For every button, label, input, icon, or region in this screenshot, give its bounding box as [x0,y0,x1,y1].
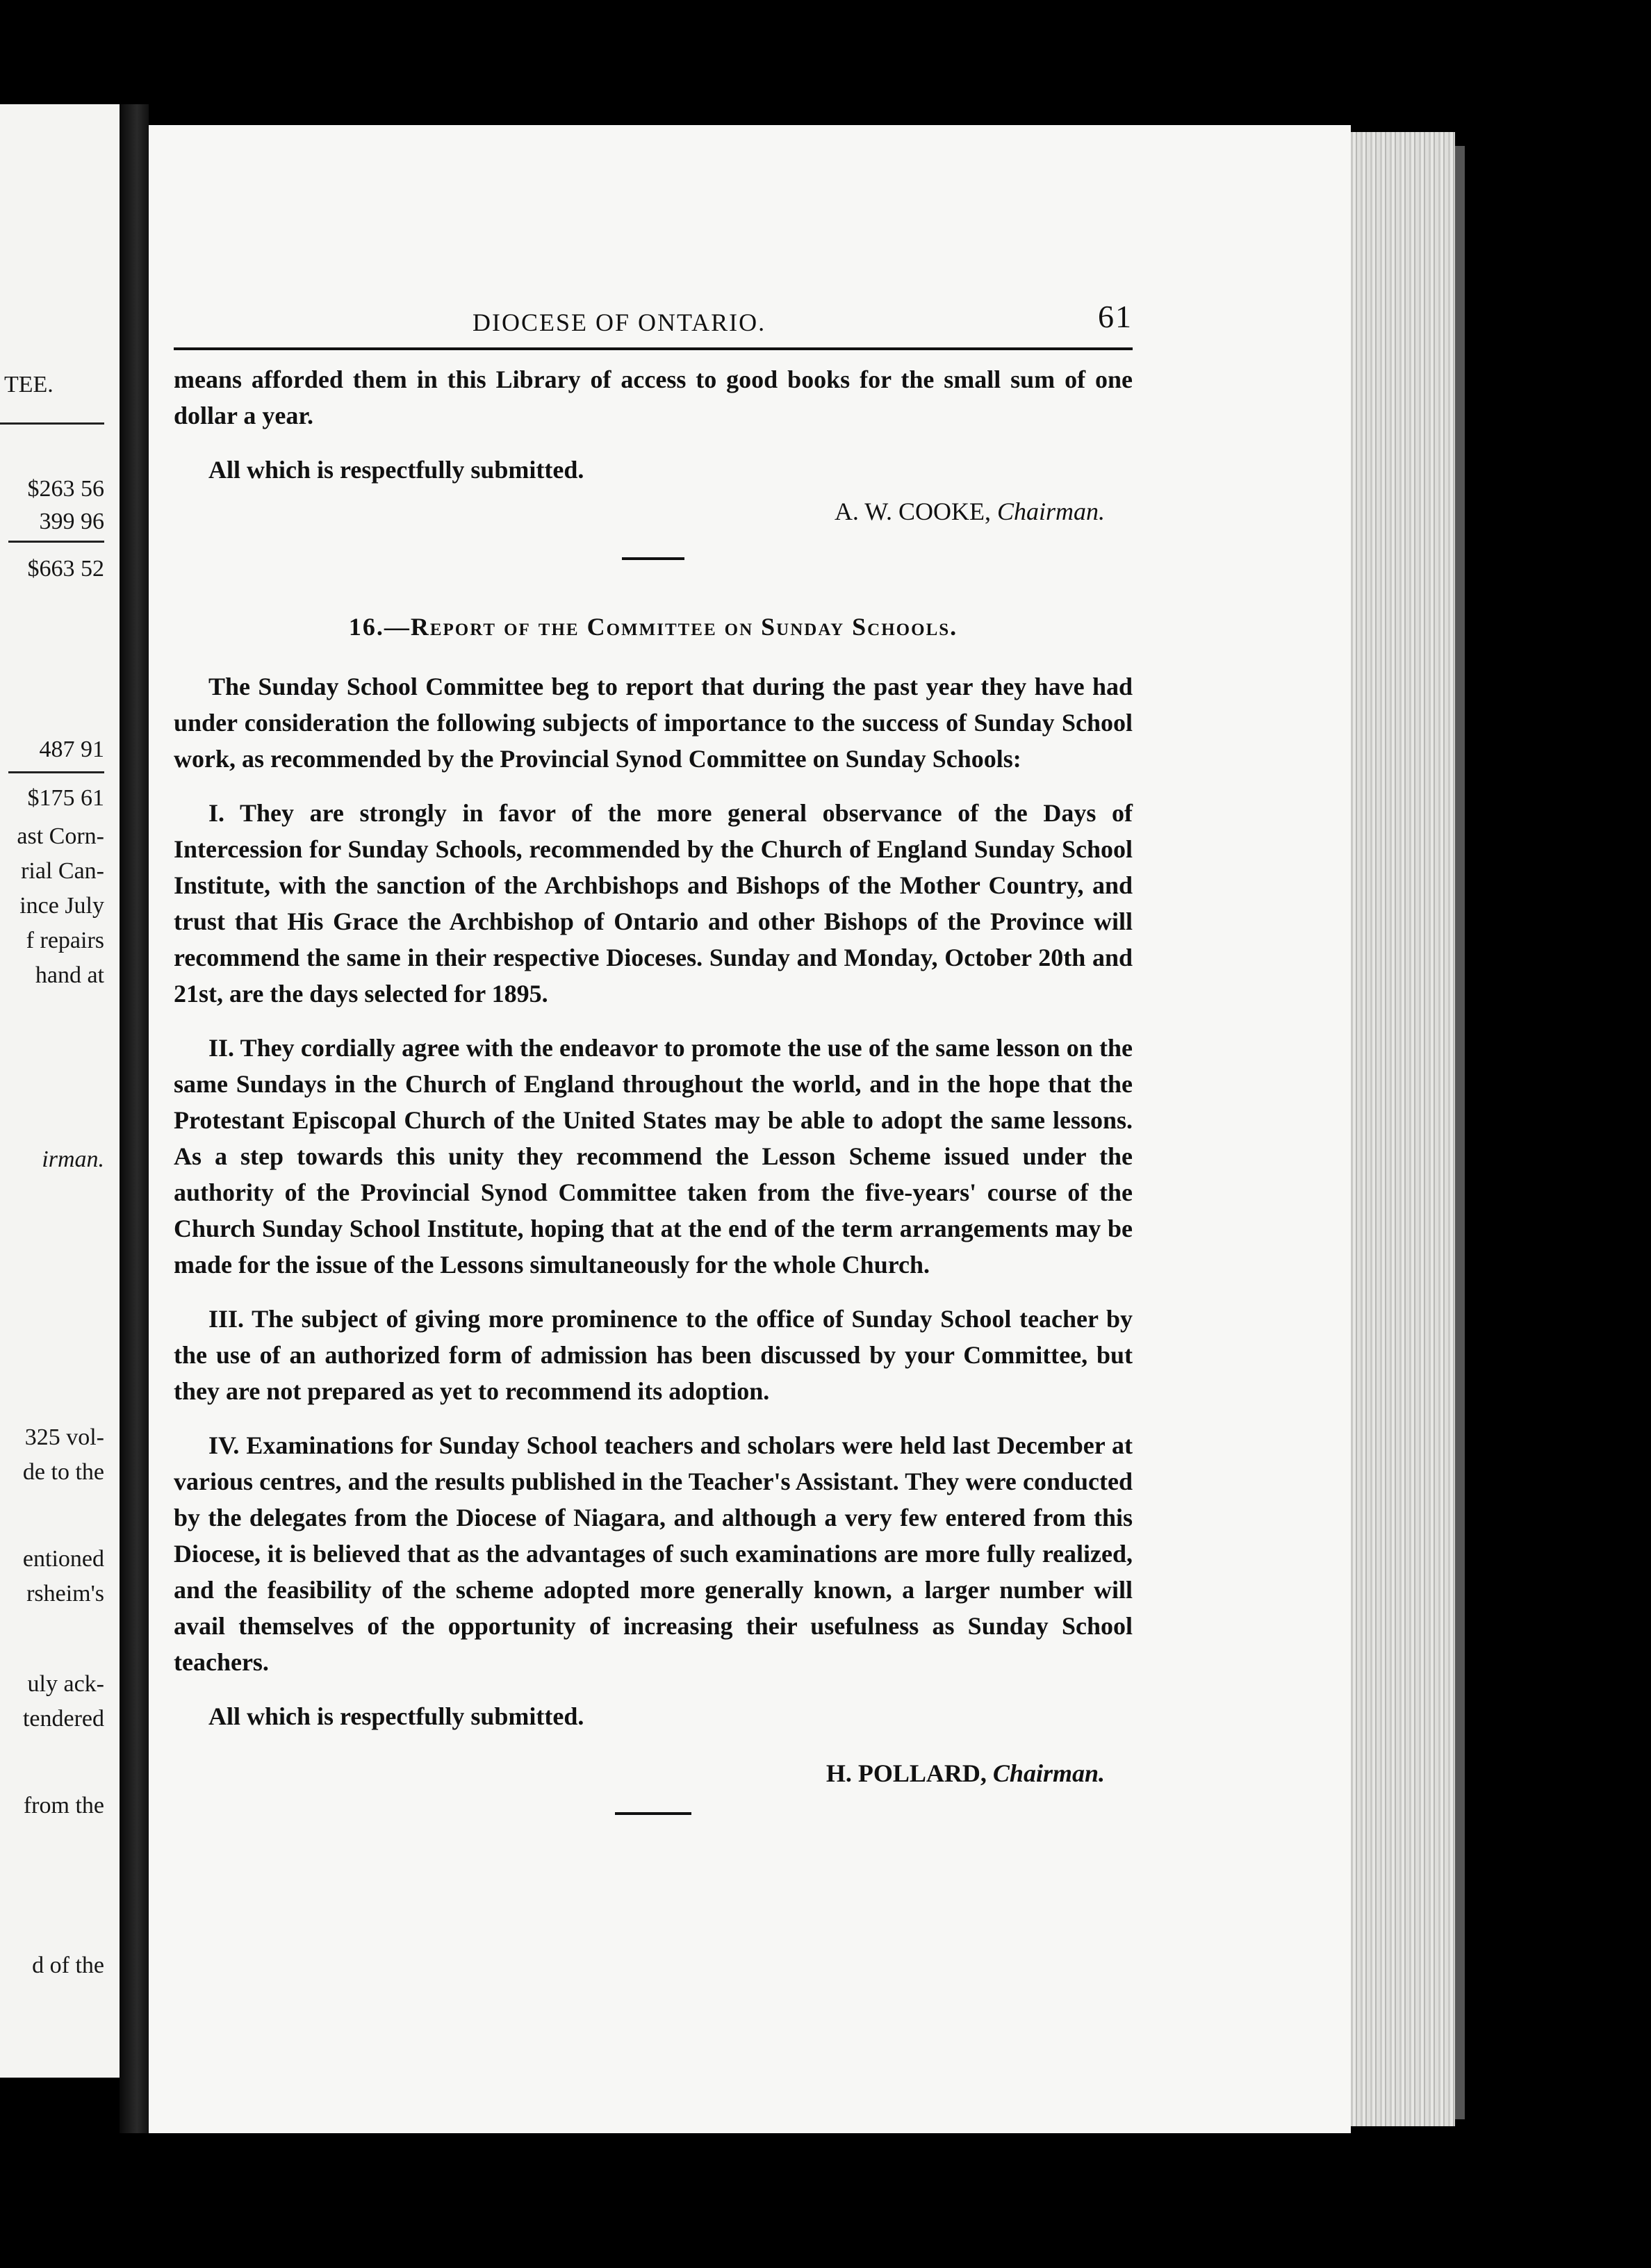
left-text-fragment: irman. [42,1147,104,1172]
left-amount: 487 91 [39,737,104,762]
left-text-fragment: hand at [35,962,104,988]
left-amount: $263 56 [27,476,104,502]
left-text-fragment: ince July [19,893,104,919]
running-title: DIOCESE OF ONTARIO. [473,309,766,336]
cover-edge [1455,146,1465,2119]
left-text-fragment: de to the [22,1459,104,1485]
page-edges [1351,132,1455,2126]
page-number: 61 [1098,299,1133,334]
submitted-line: All which is respectfully submitted. [208,456,584,484]
signature-pollard [174,1755,1133,1791]
submitted-line: All which is respectfully submitted. [208,1702,584,1730]
left-text-fragment: ast Corn- [17,823,104,849]
left-text-fragment: d of the [32,1953,104,1978]
running-header [174,299,1133,347]
report-item-2: II. They cordially agree with the endeavor to promote the use of the same lesson on the same Sundays in the Church of England throughout the world, and in the hope that the Protestant Episcopal Church of the United States may be able to adopt the same lessons. As a step towards this unity they recommend the Lesson Scheme issued under the authority of the Provincial Synod Committee taken from the five-years' course of the Church Sunday School Institute, hoping that at the end of the term arrangements may be made for the issue of the Lessons simultaneously for the whole Church. [174,1034,1133,1279]
left-sum-rule [8,541,104,543]
left-text-fragment: uly ack- [27,1671,104,1697]
header-rule [174,347,1133,350]
signature-cooke [174,493,1133,529]
end-divider [615,1812,691,1815]
left-text-fragment: 325 vol- [24,1424,104,1450]
report-intro: The Sunday School Committee beg to report that during the past year they have had under consideration the following subjects of importance to the success of Sunday School work, as recommended by the Provincial Synod Committee on Sunday Schools: [174,673,1133,773]
left-sum-rule [8,771,104,773]
book-spine [120,104,149,2133]
left-amount: $175 61 [27,785,104,811]
report-item-4: IV. Examinations for Sunday School teachers and scholars were held last December at various centres, and the results published in the Teacher's Assistant. They were conducted by the delegates from the Diocese of Niagara, and although a very few entered from this Diocese, it is believed that as the advantages of such examinations are more fully realized, and the feasibility of the scheme adopted more generally known, a larger number will avail themselves of the opportunity of increasing their usefulness as Sunday School teachers. [174,1431,1133,1676]
left-heading-fragment: TEE. [4,372,54,397]
page-content [174,299,1133,1815]
continued-paragraph: means afforded them in this Library of access to good books for the small sum of one dollar a year. [174,365,1133,429]
signer-role: Chairman. [996,498,1105,525]
left-text-fragment: f repairs [26,928,104,953]
signer-name: A. W. COOKE, [834,498,991,525]
left-text-fragment: rsheim's [26,1581,104,1606]
left-text-fragment: rial Can- [21,858,104,884]
left-text-fragment: tendered [22,1706,104,1732]
section-title: 16.—Report of the Committee on Sunday Schools. [348,613,958,641]
left-header-rule [0,422,104,425]
report-item-1: I. They are strongly in favor of the more general observance of the Days of Intercession for Sunday Schools, recommended by the Church of England Sunday School Institute, with the sanction of the Archbishops and Bishops of the Mother Country, and trust that His Grace the Archbishop of Ontario and other Bishops of the Province will recommend the same in their respective Dioceses. Sunday and Monday, October 20th and 21st, are the days selected for 1895. [174,799,1133,1008]
section-divider [622,557,684,560]
left-text-fragment: from the [23,1793,104,1818]
left-text-fragment: entioned [22,1546,104,1572]
left-amount: 399 96 [39,509,104,534]
report-item-3: III. The subject of giving more prominence to the office of Sunday School teacher by the use of an authorized form of admission has been discussed by your Committee, but they are not prepared as yet to recommend its adoption. [174,1305,1133,1405]
signer-role: Chairman. [992,1759,1105,1787]
signer-name: H. POLLARD, [826,1759,987,1787]
left-page-fragment [0,104,120,2078]
left-amount: $663 52 [27,556,104,582]
